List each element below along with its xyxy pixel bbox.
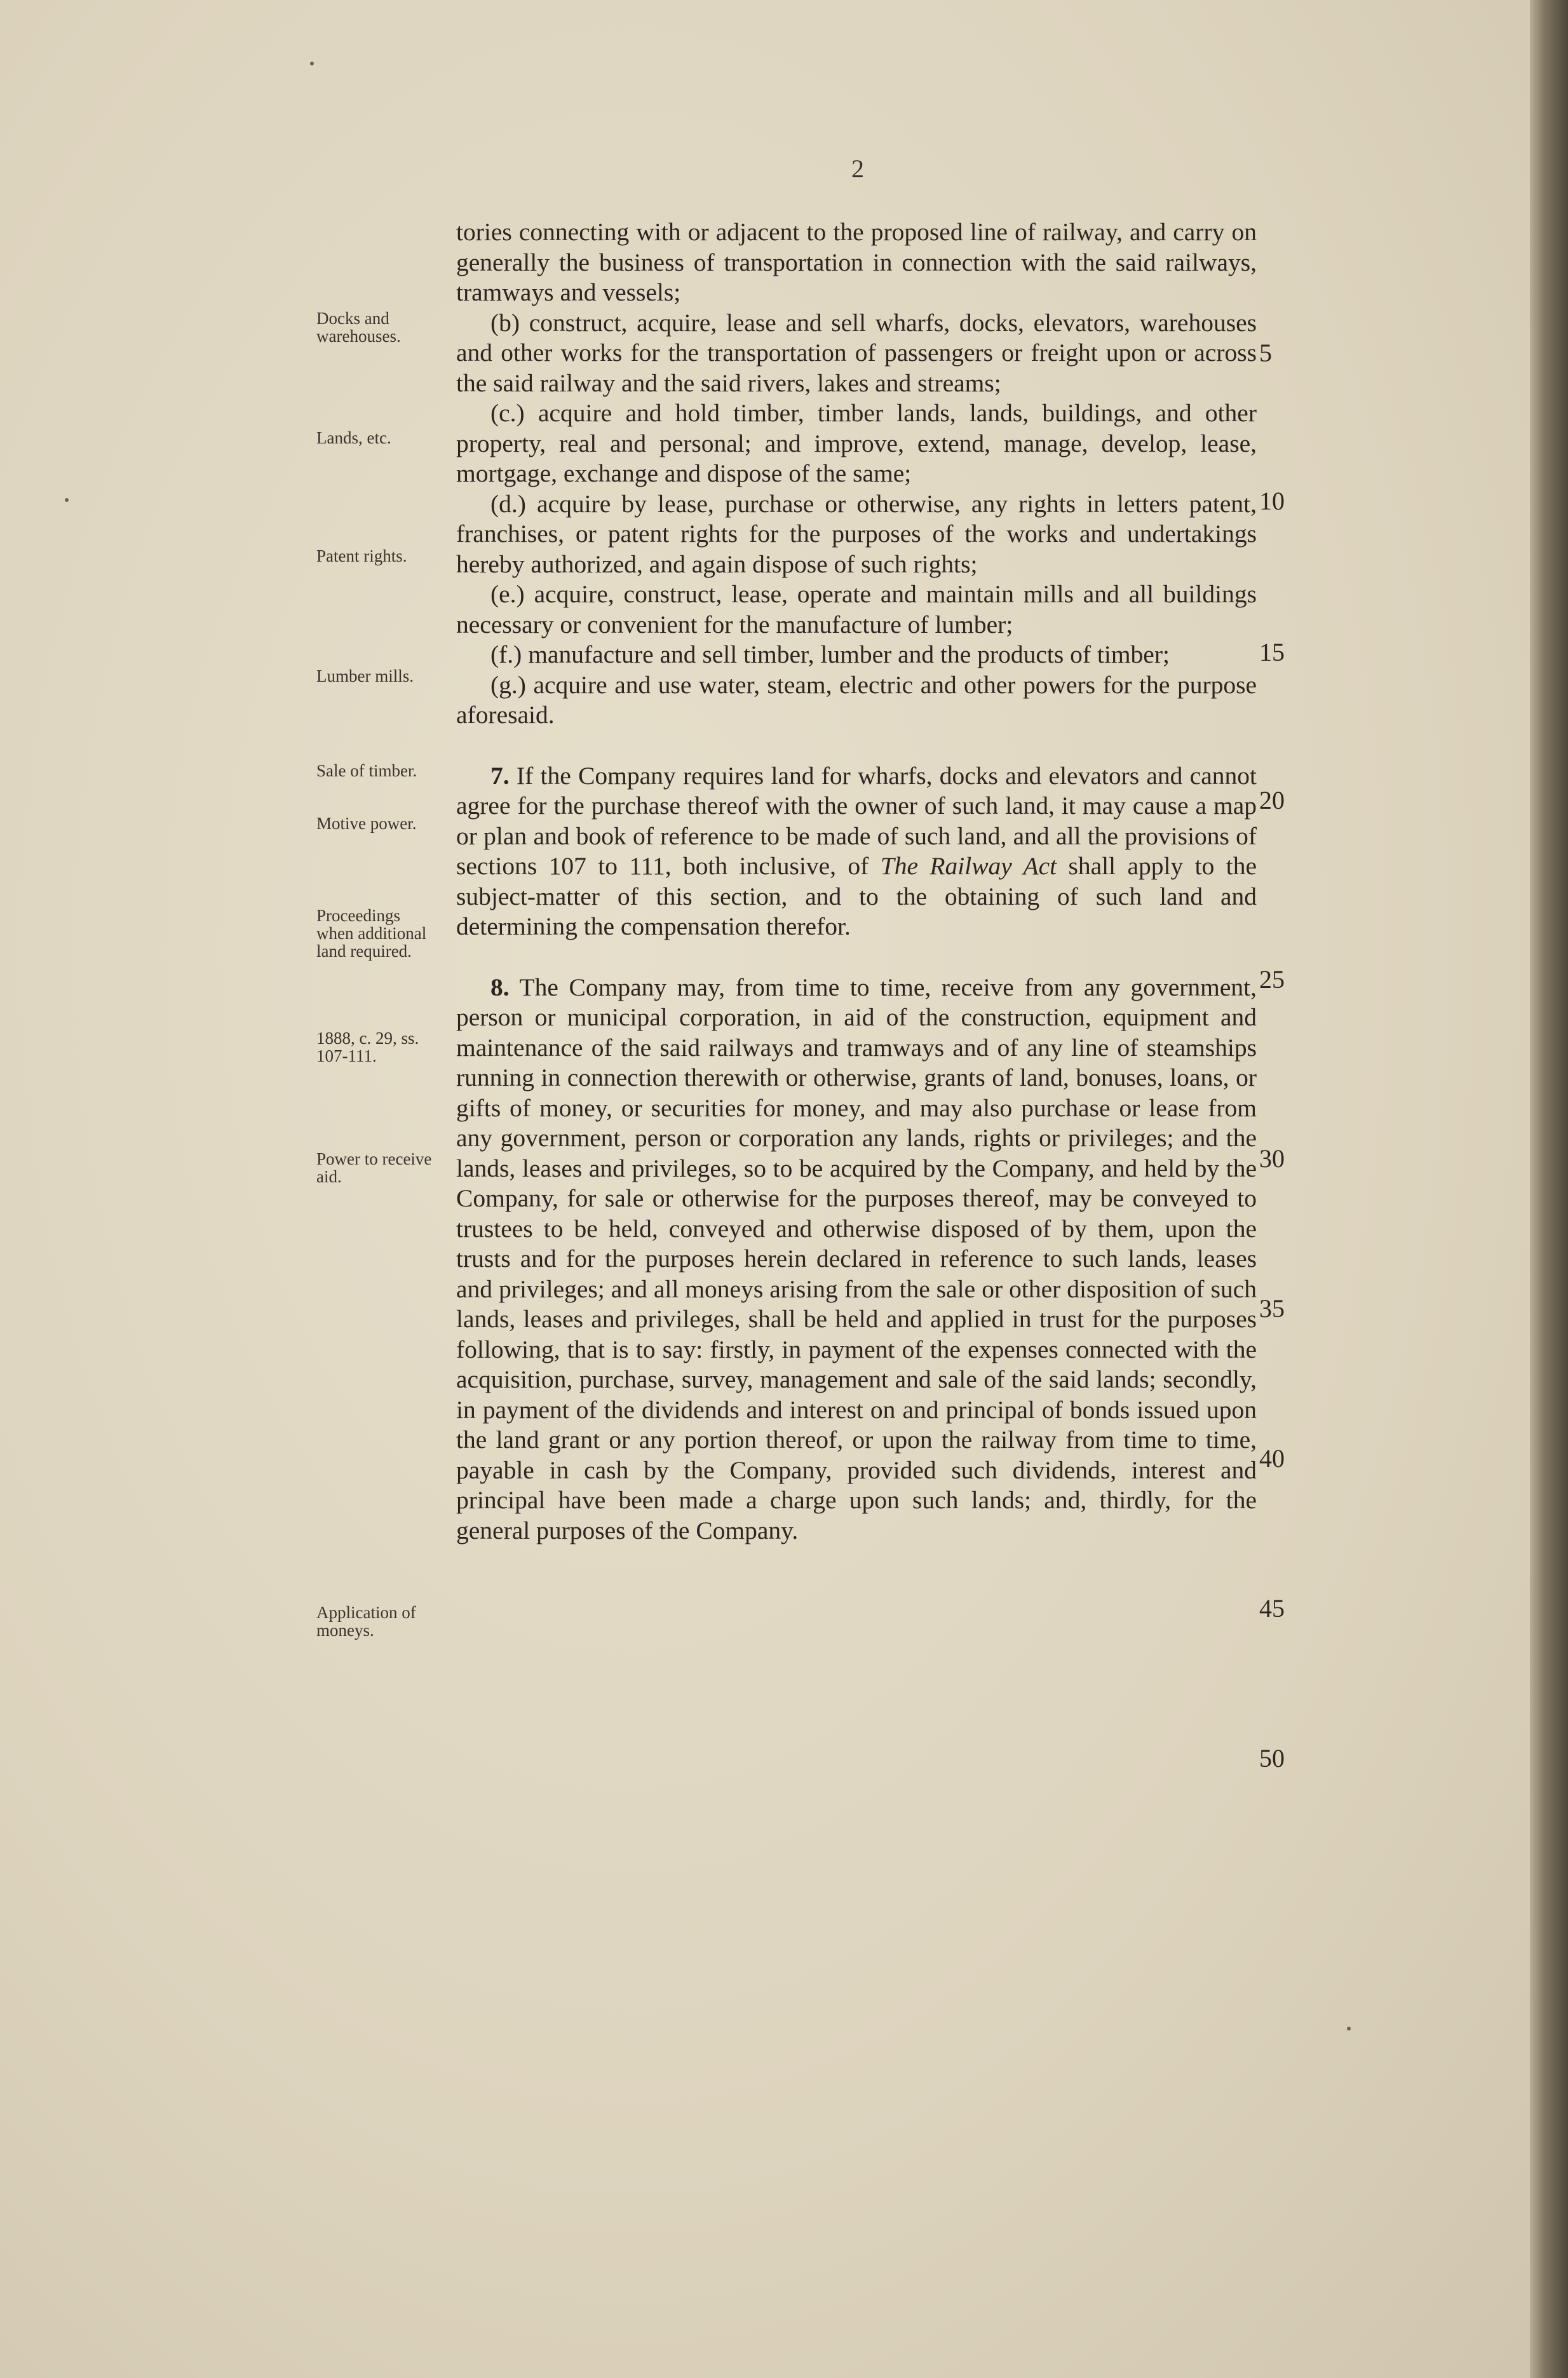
margin-note-statute-ref: 1888, c. 29, ss. 107-111.: [316, 1029, 419, 1065]
section-7-number: 7.: [490, 761, 510, 790]
line-number-5: 5: [1259, 339, 1272, 367]
margin-note-sale-of-timber: Sale of timber.: [316, 761, 417, 780]
clause-d: (d.) acquire by lease, purchase or otherwise, any rights in letters patent, franchises, or patent rights for the purposes of the works and undertakings hereby authorized, and again dispose of such rights;: [456, 489, 1257, 578]
page-number: 2: [851, 154, 864, 183]
margin-note-motive-power: Motive power.: [316, 814, 417, 833]
main-text-column: [456, 217, 1257, 1546]
line-number-35: 35: [1259, 1294, 1285, 1323]
line-number-15: 15: [1259, 638, 1285, 666]
line-number-30: 30: [1259, 1144, 1285, 1173]
page-binding-shadow: [1530, 0, 1568, 2378]
margin-note-docks: Docks and warehouses.: [316, 309, 401, 346]
speck: [310, 62, 314, 65]
clause-c: (c.) acquire and hold timber, timber lands, lands, buildings, and other property, real and personal; and improve, extend, manage, develop, lease, mortgage, exchange and dispose of the same;: [456, 399, 1257, 487]
railway-act-title: The Railway Act: [880, 852, 1057, 880]
continuation-paragraph: tories connecting with or adjacent to the proposed line of railway, and carry on generally the business of transportation in connection with the said railways, tramways and vessels;: [456, 218, 1257, 306]
section-7-text-b: shall apply to the subject-matter of this section, and to the obtaining of such land and determining the compensation therefor.: [456, 852, 1257, 940]
speck: [1347, 2027, 1351, 2030]
margin-note-lumber-mills: Lumber mills.: [316, 666, 414, 686]
section-8-number: 8.: [490, 973, 510, 1001]
line-number-10: 10: [1259, 487, 1285, 515]
line-number-40: 40: [1259, 1444, 1285, 1473]
clause-f: (f.) manufacture and sell timber, lumber and the products of timber;: [490, 640, 1170, 668]
margin-note-power-to-receive-aid: Power to receive aid.: [316, 1149, 432, 1186]
line-number-20: 20: [1259, 786, 1285, 814]
clause-g: (g.) acquire and use water, steam, electric and other powers for the purpose aforesaid.: [456, 670, 1257, 729]
section-8-text: The Company may, from time to time, receive from any government, person or municipal corporation, in aid of the construction, equipment and maintenance of the said railways and tramways and of any line of steamships running in connection therewith or otherwise, grants of land, bonuses, loans, or gifts of money, or securities for money, and may also purchase or lease from any government, person or corporation any lands, rights or privileges; and the lands, leases and privileges, so to be acquired by the Company, and held by the Company, for sale or otherwise for the purposes thereof, may be conveyed to trustees to be held, conveyed and otherwise disposed of by them, upon the trusts and for the purposes herein declared in reference to such lands, leases and privileges; and all moneys arising from the sale or other disposition of such lands, leases and privileges, shall be held and applied in trust for the purposes following, that is to say: firstly, in payment of the expenses connected with the acquisition, purchase, survey, management and sale of the said lands; secondly, in payment of the dividends and interest on and principal of bonds issued upon the land grant or any portion thereof, or upon the railway from time to time, payable in cash by the Company, provided such dividends, interest and principal have been made a charge upon such lands; and, thirdly, for the general purposes of the Company.: [456, 973, 1257, 1544]
speck: [65, 498, 69, 502]
margin-note-application-of-moneys: Application of moneys.: [316, 1603, 416, 1640]
clause-b: (b) construct, acquire, lease and sell wharfs, docks, elevators, warehouses and other works for the transportation of passengers or freight upon or across the said railway and the said rivers, lakes and streams;: [456, 308, 1257, 397]
margin-note-proceedings: Proceedings when additional land required.: [316, 906, 427, 961]
clause-e: (e.) acquire, construct, lease, operate and maintain mills and all buildings necessary or convenient for the manufacture of lumber;: [456, 580, 1257, 638]
margin-note-patent-rights: Patent rights.: [316, 546, 407, 565]
line-number-45: 45: [1259, 1594, 1285, 1623]
section-7-text-a: If the Company requires land for wharfs, docks and elevators and cannot agree for the purchase thereof with the owner of such land, it may cause a map or plan and book of reference to be made of such land, and all the provisions of sections 107 to 111, both inclusive, of: [456, 761, 1257, 880]
margin-note-lands: Lands, etc.: [316, 428, 391, 447]
line-number-50: 50: [1259, 1744, 1285, 1773]
line-number-25: 25: [1259, 965, 1285, 994]
section-8: [456, 973, 1257, 1546]
section-7: [456, 761, 1257, 942]
